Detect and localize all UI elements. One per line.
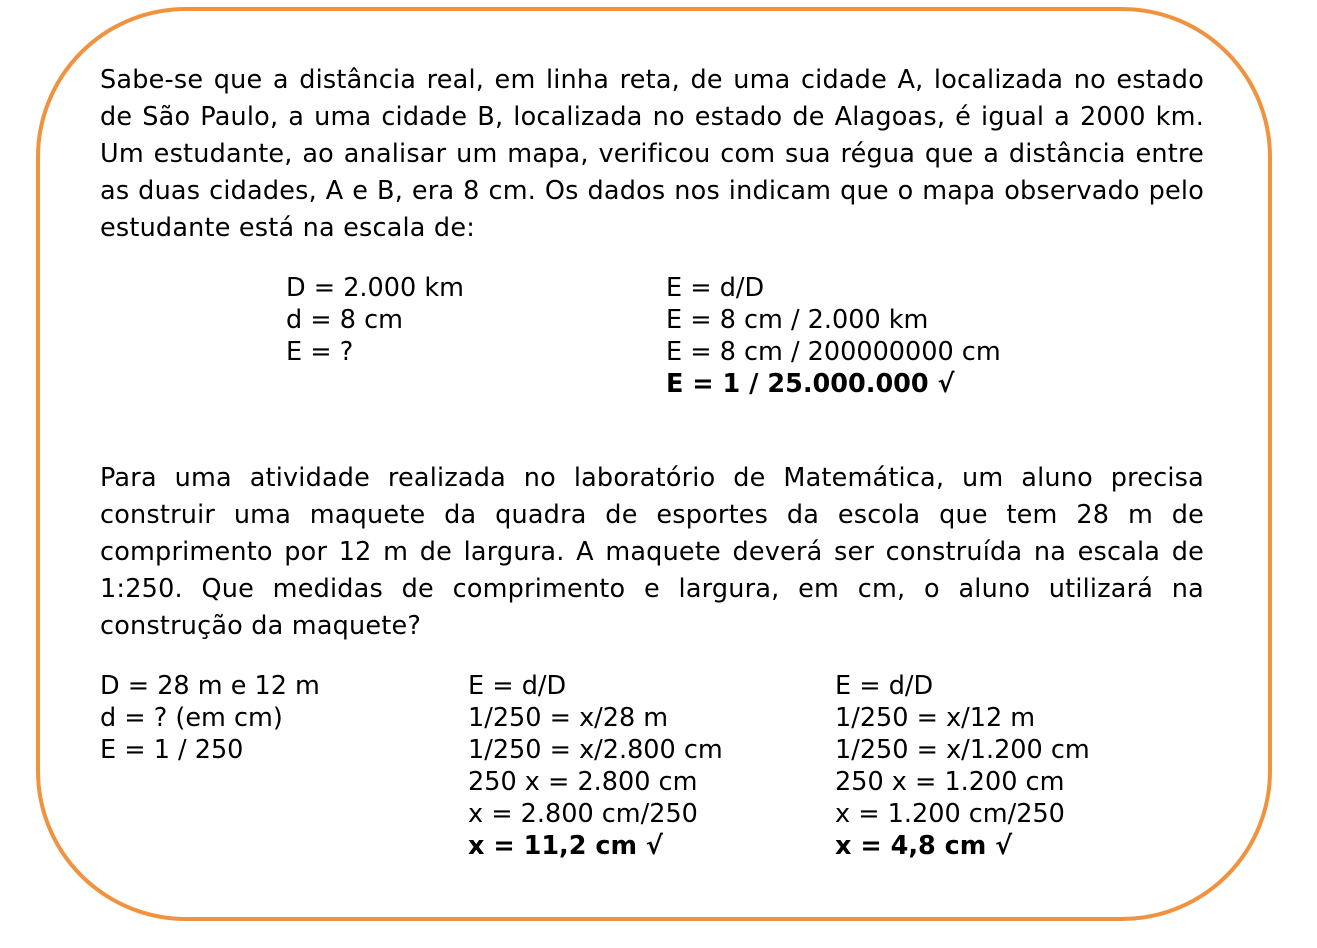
solution-line: E = d/D: [835, 671, 934, 701]
solution-line: 250 x = 1.200 cm: [835, 767, 1065, 797]
given-line: d = ? (em cm): [100, 703, 283, 733]
given-line: E = ?: [286, 337, 354, 367]
problem1-solution: [666, 272, 1001, 400]
given-line: E = 1 / 250: [100, 735, 244, 765]
problem2-length-solution: [468, 670, 723, 862]
solution-line: E = d/D: [666, 273, 765, 303]
problem2-statement: Para uma atividade realizada no laboratório de Matemática, um aluno precisa construir uma maquete da quadra de esportes da escola que tem 28 m de comprimento por 12 m de largura. A maquete deverá ser construída na escala de 1:250. Que medidas de comprimento e largura, em cm, o aluno utilizará na construção da maquete?: [100, 463, 1204, 641]
solution-line: 1/250 = x/28 m: [468, 703, 669, 733]
given-line: D = 2.000 km: [286, 273, 464, 303]
solution-line: E = d/D: [468, 671, 567, 701]
solution-line: E = 8 cm / 200000000 cm: [666, 337, 1001, 367]
problem2-length-answer: x = 11,2 cm √: [468, 831, 663, 861]
problem2-given: [100, 670, 320, 766]
given-line: D = 28 m e 12 m: [100, 671, 320, 701]
problem1-given: [286, 272, 464, 368]
solution-line: 250 x = 2.800 cm: [468, 767, 698, 797]
given-line: d = 8 cm: [286, 305, 403, 335]
solution-line: 1/250 = x/1.200 cm: [835, 735, 1090, 765]
problem2-width-answer: x = 4,8 cm √: [835, 831, 1013, 861]
solution-line: 1/250 = x/2.800 cm: [468, 735, 723, 765]
problem1-answer: E = 1 / 25.000.000 √: [666, 369, 955, 399]
solution-line: x = 1.200 cm/250: [835, 799, 1065, 829]
solution-line: 1/250 = x/12 m: [835, 703, 1036, 733]
solution-line: x = 2.800 cm/250: [468, 799, 698, 829]
problem2-width-solution: [835, 670, 1090, 862]
solution-line: E = 8 cm / 2.000 km: [666, 305, 929, 335]
problem1-statement: Sabe-se que a distância real, em linha reta, de uma cidade A, localizada no estado de São Paulo, a uma cidade B, localizada no estado de Alagoas, é igual a 2000 km. Um estudante, ao analisar um mapa, verificou com sua régua que a distância entre as duas cidades, A e B, era 8 cm. Os dados nos indicam que o mapa observado pelo estudante está na escala de:: [100, 65, 1204, 243]
